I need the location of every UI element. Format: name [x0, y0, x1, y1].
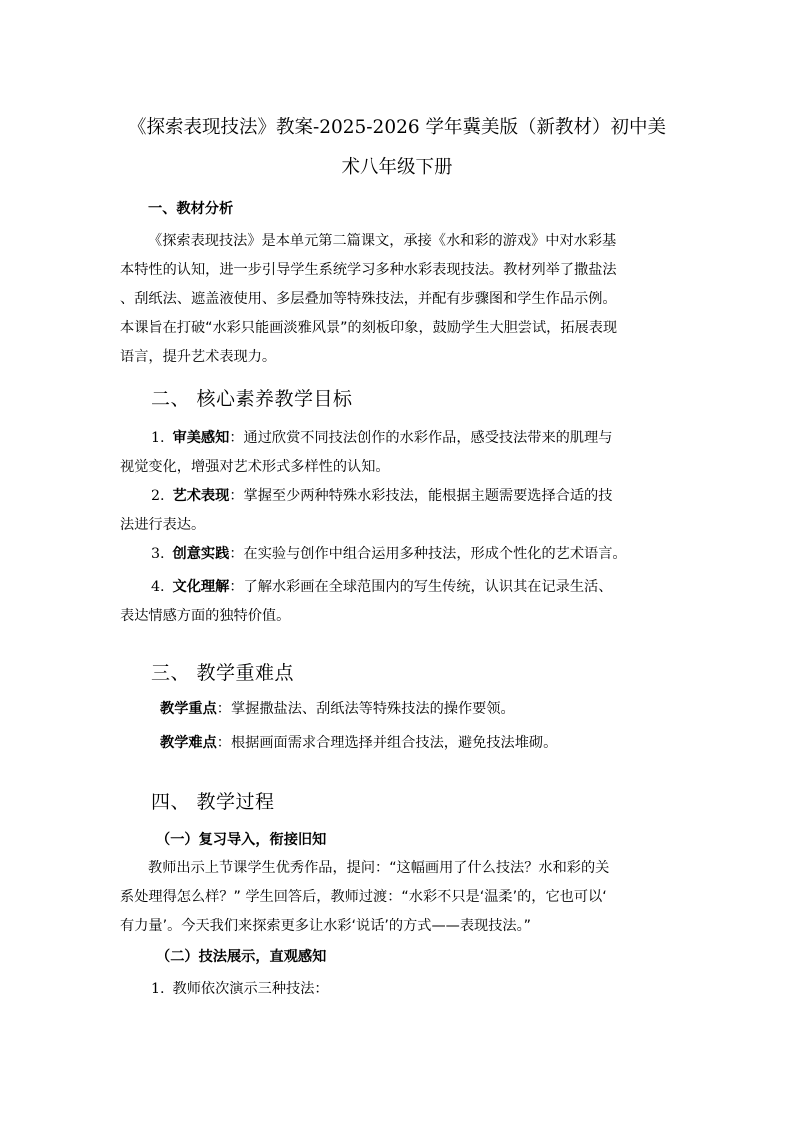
section-heading-textbook-analysis: 一、教材分析: [148, 201, 234, 217]
paragraph-line: 语言，提升艺术表现力。: [120, 349, 277, 365]
objective-label: 艺术表现: [172, 488, 230, 504]
objective-item: [120, 424, 676, 482]
objective-label: 文化理解: [172, 579, 230, 595]
objective-text: ：通过欣赏不同技法创作的水彩作品，感受技法带来的肌理与: [229, 430, 613, 446]
key-point-label: 教学重点: [160, 701, 217, 717]
key-point-text: ：掌握撒盐法、刮纸法等特殊技法的操作要领。: [216, 701, 515, 717]
objective-text-continued: 法进行表达。: [120, 517, 206, 533]
objective-label: 创意实践: [172, 546, 230, 562]
objective-text: ：在实验与创作中组合运用多种技法，形成个性化的艺术语言。: [229, 546, 627, 562]
objective-item: [120, 573, 676, 631]
paragraph-line: 本特性的认知，进一步引导学生系统学习多种水彩表现技法。教材列举了撒盐法: [120, 262, 617, 278]
teaching-difficulty: [160, 729, 557, 758]
item-number: 1.: [151, 430, 165, 446]
document-title-line1: 《探索表现技法》教案-2025-2026 学年冀美版（新教材）初中美: [127, 117, 667, 138]
objective-text-continued: 表达情感方面的独特价值。: [120, 608, 291, 624]
objective-text: ：掌握至少两种特殊水彩技法，能根据主题需要选择合适的技: [229, 488, 613, 504]
difficulty-label: 教学难点: [160, 735, 217, 751]
difficulty-text: ：根据画面需求合理选择并组合技法，避免技法堆砌。: [216, 735, 558, 751]
paragraph-line: 系处理得怎么样？” 学生回答后，教师过渡：“水彩不只是‘温柔’的，它也可以‘: [120, 889, 607, 905]
paragraph-line: 、刮纸法、遮盖液使用、多层叠加等特殊技法，并配有步骤图和学生作品示例。: [120, 291, 617, 307]
item-number: 3.: [151, 546, 165, 562]
item-number: 4.: [151, 579, 165, 595]
section-heading-teaching-process: 四、 教学过程: [151, 791, 275, 813]
review-paragraph: [120, 854, 676, 941]
item-number: 2.: [151, 488, 165, 504]
demonstration-text: 教师依次演示三种技法：: [172, 981, 329, 997]
paragraph-line: 教师出示上节课学生优秀作品，提问：“这幅画用了什么技法？水和彩的关: [148, 860, 610, 876]
paragraph-line: 本课旨在打破“水彩只能画淡雅风景”的刻板印象，鼓励学生大胆尝试，拓展表现: [120, 320, 618, 336]
item-number: 1.: [151, 981, 165, 997]
teaching-key-point: [160, 695, 515, 724]
document-title-line2: 术八年级下册: [341, 157, 453, 178]
demonstration-item: [120, 975, 676, 1004]
paragraph-line: 有力量’。今天我们来探索更多让水彩‘说话’的方式——表现技法。”: [120, 918, 532, 934]
objective-text-continued: 视觉变化，增强对艺术形式多样性的认知。: [120, 459, 390, 475]
objective-label: 审美感知: [172, 430, 230, 446]
objective-text: ：了解水彩画在全球范围内的写生传统，认识其在记录生活、: [229, 579, 613, 595]
textbook-analysis-paragraph: [120, 227, 676, 372]
subsection-heading-review: （一）复习导入，衔接旧知: [156, 832, 327, 848]
paragraph-line: 《探索表现技法》是本单元第二篇课文，承接《水和彩的游戏》中对水彩基: [148, 233, 617, 249]
objective-item: [120, 540, 676, 569]
section-heading-key-difficulties: 三、 教学重难点: [151, 662, 295, 684]
section-heading-core-objectives: 二、 核心素养教学目标: [151, 388, 353, 410]
objective-item: [120, 482, 676, 540]
subsection-heading-demonstration: （二）技法展示，直观感知: [156, 949, 327, 965]
